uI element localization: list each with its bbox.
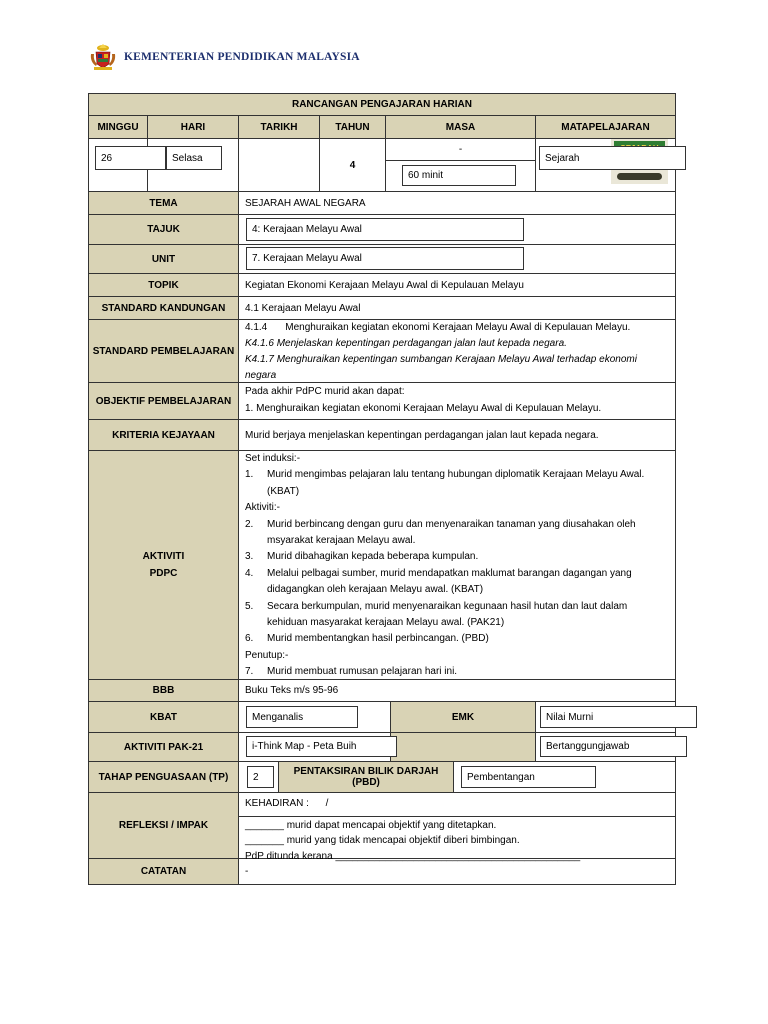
pbd-label: PENTAKSIRAN BILIK DARJAH (PBD) (279, 762, 454, 792)
standard-kandungan-row (88, 297, 676, 320)
topik-label: TOPIK (89, 274, 239, 296)
tajuk-row (88, 215, 676, 245)
bbb-value[interactable]: Buku Teks m/s 95-96 (245, 685, 339, 696)
matapelajaran-field[interactable]: Sejarah (539, 146, 686, 170)
aktiviti-label: AKTIVITI PDPC (89, 451, 239, 679)
form-title-row (88, 93, 676, 116)
topik-value[interactable]: Kegiatan Ekonomi Kerajaan Melayu Awal di Kepulauan Melayu (245, 279, 524, 291)
catatan-row (88, 859, 676, 885)
aktiviti-row (88, 451, 676, 680)
col-matapelajaran: MATAPELAJARAN (536, 116, 675, 138)
pak21-label: AKTIVITI PAK-21 (89, 733, 239, 761)
col-hari: HARI (148, 116, 239, 138)
tp-label: TAHAP PENGUASAAN (TP) (89, 762, 239, 792)
unit-label: UNIT (89, 245, 239, 273)
objektif-value[interactable]: Pada akhir PdPC murid akan dapat: 1. Menghuraikan kegiatan ekonomi Kerajaan Melayu Awal di Kepulauan Melayu. (245, 386, 602, 414)
ministry-name: KEMENTERIAN PENDIDIKAN MALAYSIA (124, 51, 360, 63)
col-tarikh: TARIKH (239, 116, 320, 138)
objektif-row (88, 383, 676, 420)
refleksi-label: REFLEKSI / IMPAK (89, 793, 239, 858)
standard-pembelajaran-row (88, 320, 676, 383)
masa-top-value: - (386, 139, 535, 161)
col-tahun: TAHUN (320, 116, 386, 138)
masa-field[interactable]: 60 minit (402, 165, 516, 186)
refleksi-row (88, 793, 676, 862)
standard-pembelajaran-label: STANDARD PEMBELAJARAN (89, 320, 239, 382)
tarikh-value[interactable] (239, 139, 320, 191)
hari-field[interactable]: Selasa (166, 146, 222, 170)
tema-row (88, 192, 676, 215)
column-header-row (88, 116, 676, 139)
topik-row (88, 274, 676, 297)
tema-label: TEMA (89, 192, 239, 214)
catatan-value[interactable]: - (245, 866, 249, 877)
standard-pembelajaran-value[interactable]: 4.1.4 Menghuraikan kegiatan ekonomi Kerajaan Melayu Awal di Kepulauan Melayu. K4.1.6 Menjelaskan kepentingan perdagangan jalan laut kepada negara. K4.1.7 Menghuraikan kepentingan sumbangan Kerajaan Melayu Awal terhadap ekonomi negara (245, 322, 637, 381)
tp-row (88, 762, 676, 793)
pak21-field[interactable]: i-Think Map - Peta Buih (246, 736, 397, 757)
objektif-label: OBJEKTIF PEMBELAJARAN (89, 383, 239, 419)
malaysia-crest-icon (88, 42, 118, 72)
catatan-label: CATATAN (89, 859, 239, 884)
unit-row (88, 245, 676, 274)
tajuk-field[interactable]: 4: Kerajaan Melayu Awal (246, 218, 524, 241)
bbb-row (88, 680, 676, 702)
bbb-label: BBB (89, 680, 239, 701)
standard-kandungan-value[interactable]: 4.1 Kerajaan Melayu Awal (245, 302, 361, 314)
emk-field[interactable]: Nilai Murni (540, 706, 697, 728)
pbd-field[interactable]: Pembentangan (461, 766, 596, 788)
emk-field-2[interactable]: Bertanggungjawab (540, 736, 687, 757)
pak21-row (88, 733, 676, 762)
aktiviti-value[interactable]: Set induksi:- 1. Murid mengimbas pelajaran lalu tentang hubungan diplomatik Kerajaan Melayu Awal. (KBAT) Aktiviti:- 2. Murid berbincang dengan guru dan menyenaraikan tanaman yang diusahakan oleh msyarakat kerajaan Melayu awal. 3. Murid dibahagikan kepada beberapa kumpulan. 4. Melalui pelbagai sumber, murid mendapatkan maklumat barangan dagangan yang didagangkan oleh kerajaan Melayu awal. (KBAT) 5. Secara berkumpulan, murid menyenaraikan kegunaan hasil hutan dan laut dalam kehiduan masyarakat kerajaan Melayu awal. (PAK21) 6. Murid membentangkan hasil perbincangan. (PBD) Penutup:- 7. Murid membuat rumusan pelajaran hari ini. (245, 453, 645, 678)
kriteria-label: KRITERIA KEJAYAAN (89, 420, 239, 450)
standard-kandungan-label: STANDARD KANDUNGAN (89, 297, 239, 319)
tp-field[interactable]: 2 (247, 766, 274, 788)
tema-value[interactable]: SEJARAH AWAL NEGARA (245, 197, 366, 209)
values-row (88, 139, 676, 192)
history-artifact-icon (617, 173, 662, 180)
kbat-row (88, 702, 676, 733)
kbat-label: KBAT (89, 702, 239, 732)
col-minggu: MINGGU (89, 116, 148, 138)
tajuk-label: TAJUK (89, 215, 239, 244)
col-masa: MASA (386, 116, 536, 138)
tahun-value[interactable]: 4 (320, 139, 386, 191)
kbat-field[interactable]: Menganalis (246, 706, 358, 728)
page-header (88, 40, 360, 74)
minggu-field[interactable]: 26 (95, 146, 166, 170)
kriteria-value[interactable]: Murid berjaya menjelaskan kepentingan perdagangan jalan laut kepada negara. (245, 429, 599, 441)
form-title: RANCANGAN PENGAJARAN HARIAN (89, 94, 675, 115)
kriteria-row (88, 420, 676, 451)
emk-label: EMK (391, 702, 536, 732)
unit-field[interactable]: 7. Kerajaan Melayu Awal (246, 247, 524, 270)
refleksi-value[interactable]: KEHADIRAN : / _______ murid dapat mencapai objektif yang ditetapkan. _______ murid yang tidak mencapai objektif diberi bimbingan. PdP ditunda kerana ____________________________________________ (239, 793, 675, 858)
